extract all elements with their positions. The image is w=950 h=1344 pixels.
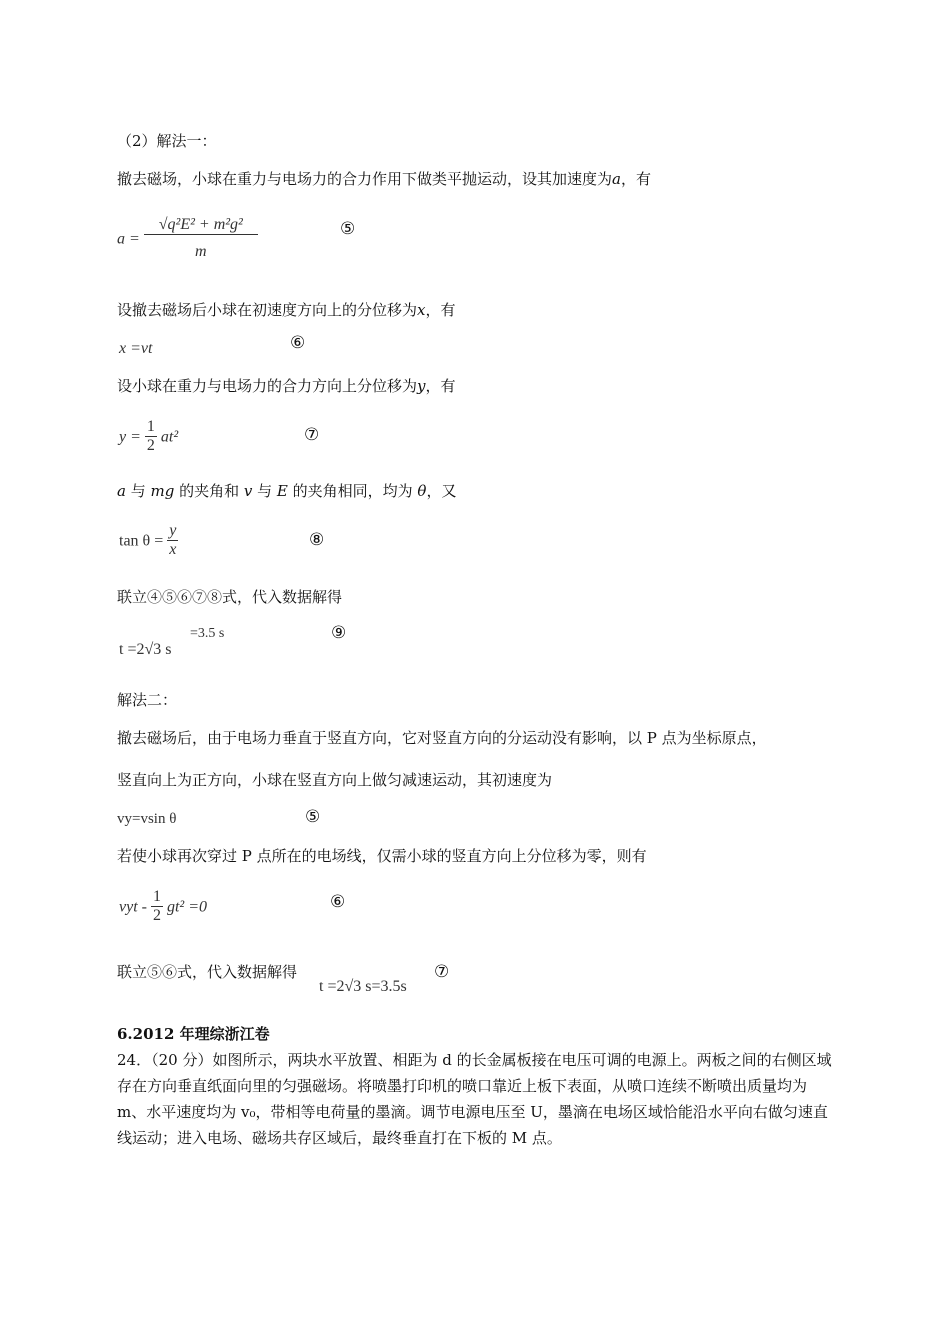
eq5-numerator-text: √q²E² + m²g² [158, 216, 243, 233]
eq5-denominator: m [195, 243, 207, 261]
combine-line-1: 联立④⑤⑥⑦⑧式，代入数据解得 [117, 588, 343, 606]
line-y-text: 设小球在重力与电场力的合力方向上分位移为 [117, 377, 418, 395]
eq7-rhs: at² [160, 428, 179, 446]
angle-t5: ，又 [426, 482, 457, 500]
equation-9-value: =3.5 s [190, 626, 225, 641]
solution1-intro-var: a [612, 170, 621, 188]
solution2-heading: 解法二： [117, 691, 178, 709]
angle-E: E [276, 482, 288, 500]
marker-8: ⑧ [309, 530, 325, 550]
marker-6b: ⑥ [330, 892, 346, 912]
line-x-text: 设撤去磁场后小球在初速度方向上的分位移为 [117, 301, 418, 319]
marker-5: ⑤ [340, 219, 356, 239]
eq6b-numerator: 1 [151, 888, 163, 907]
vy-equation: vy=vsin θ [117, 811, 177, 827]
marker-9: ⑨ [331, 623, 347, 643]
angle-t1: 与 [125, 482, 151, 500]
equation-6b [119, 888, 207, 926]
equation-8 [119, 522, 178, 560]
solution1-intro [117, 170, 651, 188]
marker-5b: ⑤ [305, 807, 321, 827]
angle-a: a [117, 482, 126, 500]
eq5-numerator [144, 216, 258, 235]
solution2-line2: 竖直向上为正方向，小球在竖直方向上做匀减速运动，其初速度为 [117, 771, 553, 789]
line-y-var: y [417, 377, 426, 395]
eq7-lhs: y = [119, 428, 141, 446]
line-displacement-x [117, 301, 456, 319]
eq5-fraction [144, 216, 258, 262]
equation-7b: t =2√3 s=3.5s [319, 978, 407, 995]
line-x-end: ，有 [425, 301, 456, 319]
angle-t4: 的夹角相同，均为 [287, 482, 418, 500]
marker-6: ⑥ [290, 333, 306, 353]
solution1-intro-end: ，有 [620, 170, 651, 188]
eq6b-lhs: vyt - [119, 898, 147, 916]
section-title: 6.2012 年理综浙江卷 [117, 1025, 270, 1043]
marker-7b: ⑦ [434, 962, 450, 982]
equation-7 [119, 418, 178, 456]
eq6b-fraction [151, 888, 163, 926]
line-displacement-y [117, 377, 456, 395]
eq8-numerator: y [167, 522, 178, 541]
eq8-fraction [167, 522, 178, 560]
problem-text: 24．（20 分）如图所示，两块水平放置、相距为 d 的长金属板接在电压可调的电源上。两板之间的右侧区域存在方向垂直纸面向里的匀强磁场。将喷墨打印机的喷口靠近上板下表面，从喷口连续不断喷出质量均为 m、水平速度均为 v₀，带相等电荷量的墨滴。调节电源电压至 U，墨滴在电场区域恰能沿水平向右做匀速直线运动；进入电场、磁场共存区域后，最终垂直打在下板的 M 点。 [117, 1051, 832, 1147]
eq8-denominator: x [169, 541, 177, 559]
angle-line [117, 482, 456, 500]
eq6b-denominator: 2 [152, 907, 161, 925]
line-x-var: x [417, 301, 426, 319]
eq6b-rhs: gt² =0 [166, 898, 208, 916]
solution1-intro-text: 撤去磁场，小球在重力与电场力的合力作用下做类平抛运动，设其加速度为 [117, 170, 613, 188]
combine-line-2: 联立⑤⑥式，代入数据解得 [117, 963, 298, 981]
solution1-heading: （2）解法一： [117, 132, 217, 150]
marker-7: ⑦ [304, 425, 320, 445]
eq5-lhs: a = [117, 230, 140, 248]
angle-mg: mg [150, 482, 175, 500]
eq7-numerator: 1 [145, 418, 157, 437]
equation-5 [117, 216, 258, 262]
line-y-end: ，有 [425, 377, 456, 395]
cross-line: 若使小球再次穿过 P 点所在的电场线，仅需小球的竖直方向上分位移为零，则有 [117, 847, 647, 865]
eq7-denominator: 2 [146, 437, 155, 455]
angle-t2: 的夹角和 [174, 482, 244, 500]
equation-6: x =vt [119, 340, 153, 357]
angle-theta: θ [417, 482, 427, 500]
eq8-lhs: tan θ = [119, 532, 164, 550]
angle-v: v [243, 482, 253, 500]
eq7-fraction [145, 418, 157, 456]
angle-t3: 与 [252, 482, 277, 500]
equation-9: t =2√3 s [119, 641, 172, 658]
solution2-line1: 撤去磁场后，由于电场力垂直于竖直方向，它对竖直方向的分运动没有影响，以 P 点为坐标原点， [117, 729, 767, 747]
